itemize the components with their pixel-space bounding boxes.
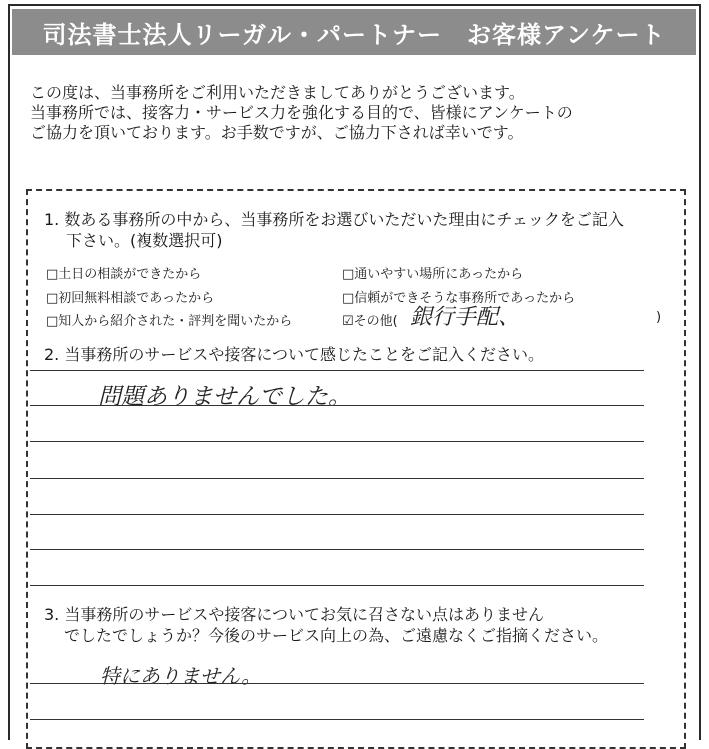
answer-line [30, 478, 644, 479]
intro-line: この度は、当事務所をご利用いただきましてありがとうございます。 [30, 83, 525, 102]
q3-text [44, 604, 608, 646]
q1-option-other[interactable]: ☑その他( [342, 314, 398, 329]
q1-other-answer[interactable]: 銀行手配、 [410, 305, 521, 330]
answer-line [30, 549, 644, 550]
q3-answer[interactable]: 特にありません。 [100, 664, 262, 688]
q1-option-location[interactable]: □通いやすい場所にあったから [342, 267, 524, 282]
q1-option-weekend[interactable]: □土日の相談ができたから [46, 267, 202, 282]
answer-line [30, 405, 644, 406]
page-title: 司法書士法人リーガル・パートナー お客様アンケート [12, 9, 696, 55]
q3-line2: でしたでしょうか？今後のサービス向上の為、ご遠慮なくご指摘ください。 [64, 626, 609, 645]
answer-line [30, 370, 644, 371]
q2-answer[interactable]: 問題ありませんでした。 [98, 384, 351, 410]
answer-line [30, 683, 644, 684]
intro-text [30, 83, 573, 143]
intro-line: ご協力を頂いております。お手数ですが、ご協力下されば幸いです。 [30, 123, 524, 142]
q3-line1: 3. 当事務所のサービスや接客についてお気に召さない点はありません [44, 605, 545, 624]
answer-line [30, 719, 644, 720]
q1-option-trust[interactable]: □信頼ができそうな事務所であったから [342, 291, 576, 306]
q1-option-free-consult[interactable]: □初回無料相談であったから [46, 291, 215, 306]
q1-other-close-paren: ) [656, 310, 662, 325]
q1-line1: 1. 数ある事務所の中から、当事務所をお選びいただいた理由にチェックをご記入 [44, 210, 624, 229]
q1-text [44, 209, 624, 251]
answer-line [30, 585, 644, 586]
q1-line2: 下さい。(複数選択可) [66, 231, 223, 250]
answer-line [30, 441, 644, 442]
intro-line: 当事務所では、接客力・サービス力を強化する目的で、皆様にアンケートの [30, 103, 573, 122]
q1-option-referral[interactable]: □知人から紹介された・評判を聞いたから [46, 314, 293, 329]
answer-line [30, 514, 644, 515]
q2-text: 2. 当事務所のサービスや接客について感じたことをご記入ください。 [44, 345, 545, 364]
